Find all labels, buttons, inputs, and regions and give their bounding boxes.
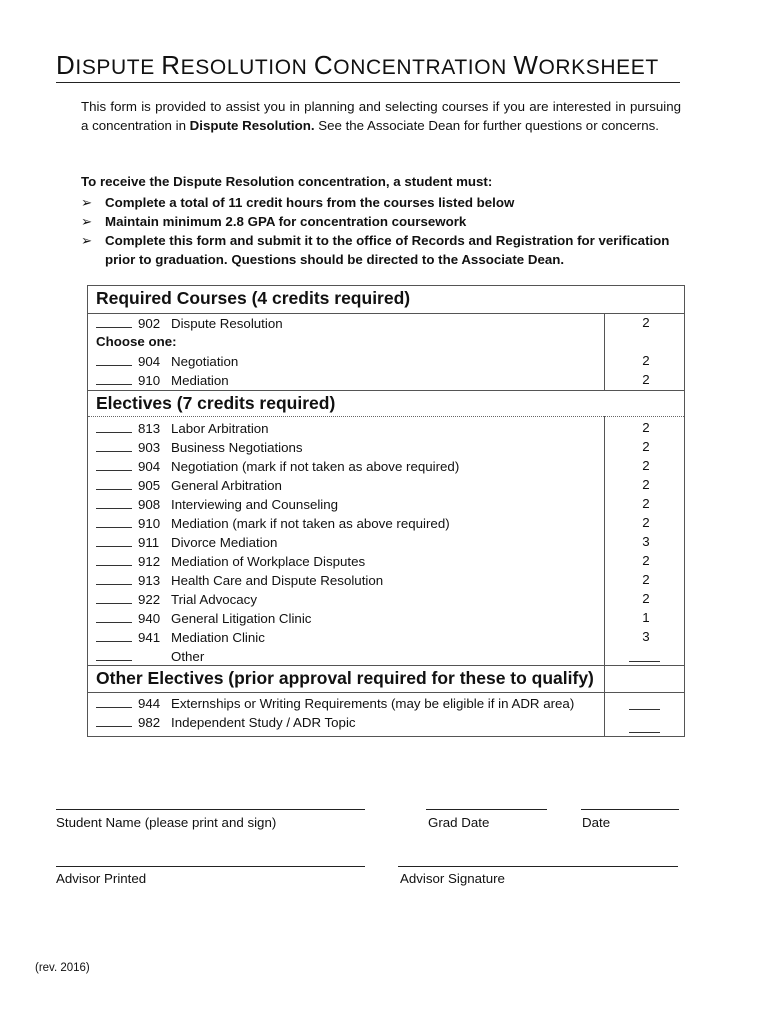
course-credits: 2	[642, 572, 650, 587]
requirement-item: ➢ Complete this form and submit it to the office of Records and Registration for verification prior to graduation. Questions should be directed to the Associate Dean.	[81, 233, 670, 267]
divider	[88, 665, 684, 666]
course-credits: 1	[642, 610, 650, 625]
advisor-signature-line[interactable]	[398, 866, 678, 867]
divider	[88, 416, 684, 417]
course-credits: 2	[642, 372, 650, 387]
grad-date-label: Grad Date	[428, 815, 490, 830]
check-blank[interactable]	[96, 370, 132, 385]
other-credits-blank[interactable]	[629, 661, 660, 662]
course-row: 912 Mediation of Workplace Disputes	[96, 551, 365, 570]
course-row: 944 Externships or Writing Requirements (may be eligible if in ADR area)	[96, 693, 574, 712]
course-row: 913 Health Care and Dispute Resolution	[96, 570, 383, 589]
requirement-item: ➢ Maintain minimum 2.8 GPA for concentration coursework	[81, 214, 467, 229]
advisor-signature-label: Advisor Signature	[400, 871, 505, 886]
course-credits: 3	[642, 629, 650, 644]
course-row: 911 Divorce Mediation	[96, 532, 277, 551]
credit-column-divider	[604, 313, 605, 390]
check-blank[interactable]	[96, 589, 132, 604]
course-credits: 2	[642, 353, 650, 368]
check-blank[interactable]	[96, 418, 132, 433]
course-row-other: Other	[96, 646, 204, 665]
course-row: 940 General Litigation Clinic	[96, 608, 311, 627]
arrow-bullet-icon: ➢	[81, 195, 93, 210]
course-credits: 2	[642, 496, 650, 511]
requirements-list	[81, 193, 686, 269]
course-row: 813 Labor Arbitration	[96, 418, 269, 437]
revision-note: (rev. 2016)	[35, 962, 90, 974]
date-label: Date	[582, 815, 611, 830]
course-credits: 2	[642, 477, 650, 492]
check-blank[interactable]	[96, 646, 132, 661]
course-credits: 2	[642, 515, 650, 530]
course-row: 904 Negotiation (mark if not taken as above required)	[96, 456, 459, 475]
choose-one-label: Choose one:	[96, 334, 177, 349]
arrow-bullet-icon: ➢	[81, 233, 93, 248]
course-row: 905 General Arbitration	[96, 475, 282, 494]
course-row: 941 Mediation Clinic	[96, 627, 265, 646]
credit-column-divider	[604, 665, 605, 737]
date-line[interactable]	[581, 809, 679, 810]
course-credits: 3	[642, 534, 650, 549]
check-blank[interactable]	[96, 693, 132, 708]
divider	[88, 390, 684, 391]
student-name-label: Student Name (please print and sign)	[56, 815, 277, 830]
course-row: 922 Trial Advocacy	[96, 589, 257, 608]
check-blank[interactable]	[96, 494, 132, 509]
course-credits: 2	[642, 420, 650, 435]
check-blank[interactable]	[96, 608, 132, 623]
advisor-printed-line[interactable]	[56, 866, 365, 867]
advisor-printed-label: Advisor Printed	[56, 871, 147, 886]
other-electives-title: Other Electives (prior approval required for these to qualify)	[96, 668, 594, 688]
courses-table	[87, 285, 685, 737]
check-blank[interactable]	[96, 351, 132, 366]
check-blank[interactable]	[96, 437, 132, 452]
check-blank[interactable]	[96, 313, 132, 328]
course-credits: 2	[642, 553, 650, 568]
credits-blank[interactable]	[629, 732, 660, 733]
check-blank[interactable]	[96, 513, 132, 528]
course-credits: 2	[642, 315, 650, 330]
check-blank[interactable]	[96, 627, 132, 642]
arrow-bullet-icon: ➢	[81, 214, 93, 229]
check-blank[interactable]	[96, 532, 132, 547]
intro-paragraph: This form is provided to assist you in planning and selecting courses if you are interested in pursuing a concentration in Dispute Resolution. See the Associate Dean for further questions or concerns.	[81, 99, 681, 133]
grad-date-line[interactable]	[426, 809, 547, 810]
credit-column-divider	[604, 416, 605, 665]
page-title: DISPUTE RESOLUTION CONCENTRATION WORKSHEET	[56, 50, 680, 83]
check-blank[interactable]	[96, 712, 132, 727]
check-blank[interactable]	[96, 475, 132, 490]
electives-title: Electives (7 credits required)	[96, 393, 336, 413]
course-credits: 2	[642, 439, 650, 454]
course-row: 910 Mediation (mark if not taken as above required)	[96, 513, 450, 532]
course-credits: 2	[642, 591, 650, 606]
course-row: 903 Business Negotiations	[96, 437, 303, 456]
course-row: 904 Negotiation	[96, 351, 238, 370]
required-courses-title: Required Courses (4 credits required)	[96, 288, 411, 308]
course-row: 902 Dispute Resolution	[96, 313, 283, 332]
course-row: 910 Mediation	[96, 370, 229, 389]
course-row: 982 Independent Study / ADR Topic	[96, 712, 356, 731]
check-blank[interactable]	[96, 551, 132, 566]
requirement-item: ➢ Complete a total of 11 credit hours from the courses listed below	[81, 195, 515, 210]
credits-blank[interactable]	[629, 709, 660, 710]
course-credits: 2	[642, 458, 650, 473]
course-row: 908 Interviewing and Counseling	[96, 494, 338, 513]
check-blank[interactable]	[96, 456, 132, 471]
check-blank[interactable]	[96, 570, 132, 585]
requirements-heading: To receive the Dispute Resolution concentration, a student must:	[81, 174, 493, 189]
student-name-line[interactable]	[56, 809, 365, 810]
